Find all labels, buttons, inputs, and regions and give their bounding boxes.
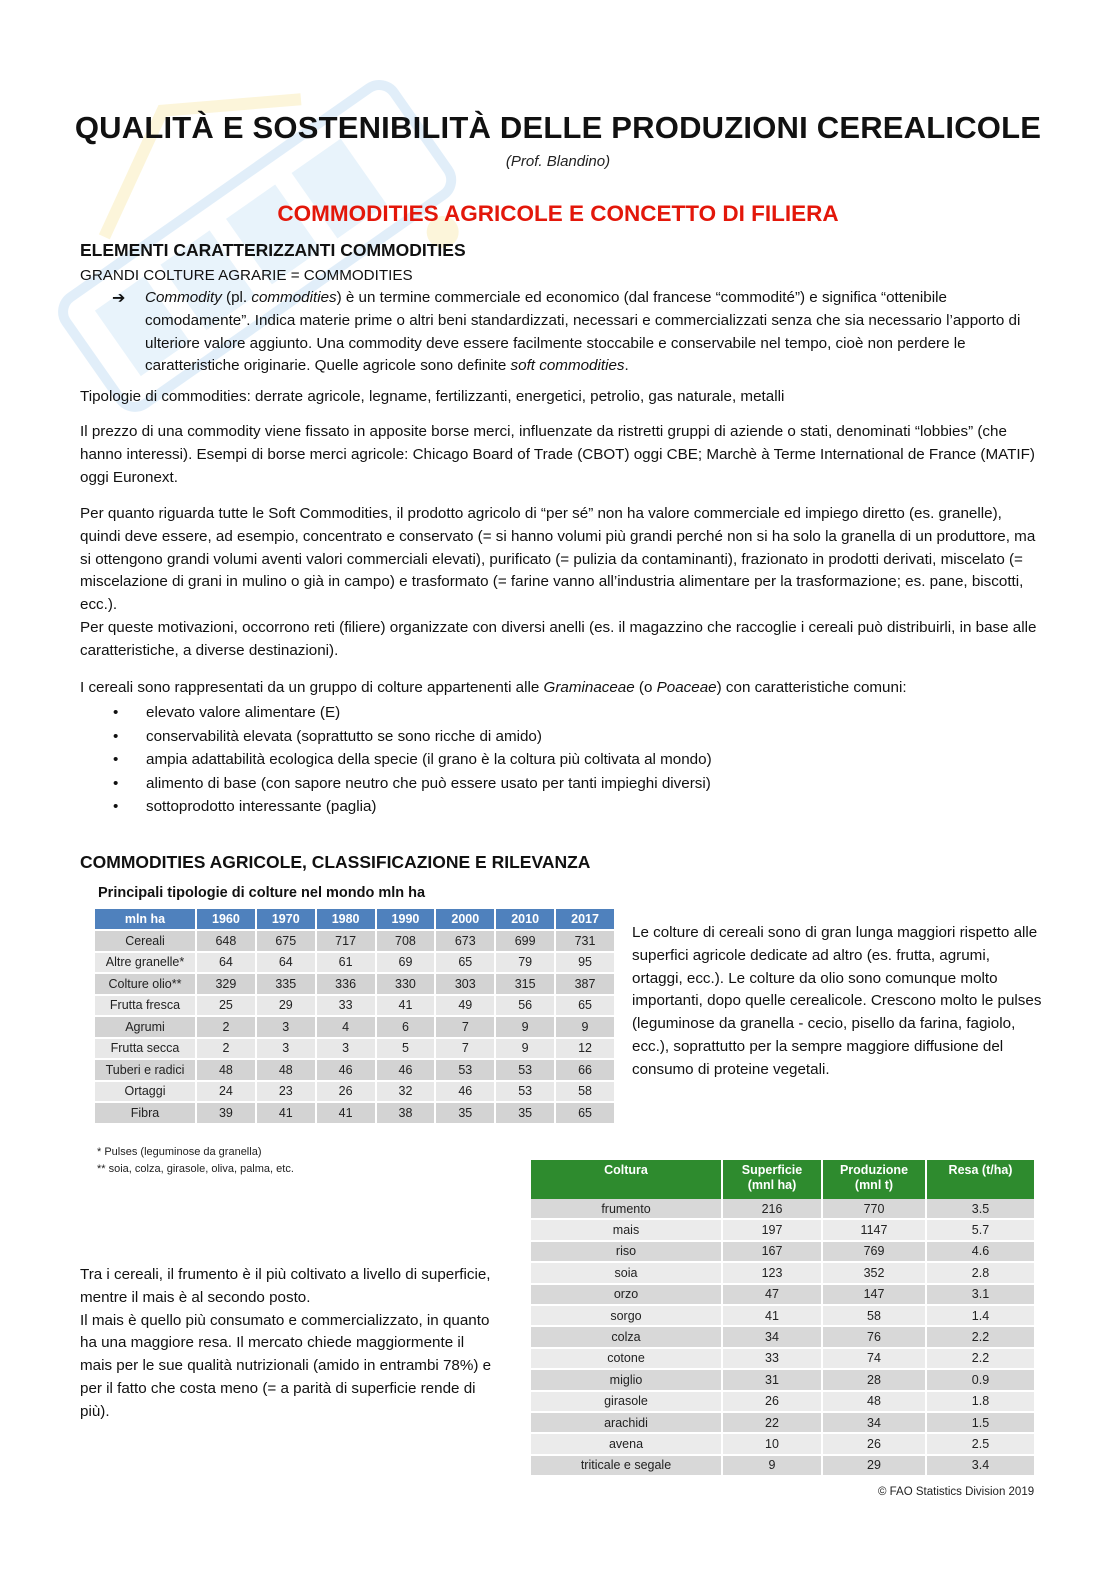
value-cell: 770 xyxy=(822,1199,926,1219)
table-header-cell: 2000 xyxy=(435,909,495,930)
table-header-cell: 1980 xyxy=(316,909,376,930)
value-cell: 147 xyxy=(822,1284,926,1305)
value-cell: 25 xyxy=(196,995,256,1017)
bullet-text: ampia adattabilità ecologica della specie (il grano è la coltura più coltivata al mondo) xyxy=(146,751,712,768)
header-line: (mnl t) xyxy=(854,1178,894,1192)
value-cell: 4.6 xyxy=(926,1241,1035,1262)
cereals-bullet-list xyxy=(112,701,1012,819)
value-cell: 35 xyxy=(495,1102,555,1124)
price-paragraph: Il prezzo di una commodity viene fissato in apposite borse merci, influenzate da ristretti gruppi di aziende o stati, denominati “lobbies” (che hanno interessi). Esempi di borse merci agricole: Chicago Board of Trade (CBOT) oggi CBE; Marchè à Terme International de France (MATIF) oggi Euronext. xyxy=(80,423,1035,486)
value-cell: 1.4 xyxy=(926,1305,1035,1326)
value-cell: 352 xyxy=(822,1262,926,1283)
value-cell: 26 xyxy=(822,1433,926,1454)
table-row xyxy=(531,1455,1035,1476)
value-cell: 3 xyxy=(316,1038,376,1060)
bullet-text: elevato valore alimentare (E) xyxy=(146,704,341,721)
value-cell: 330 xyxy=(376,973,436,995)
value-cell: 5.7 xyxy=(926,1219,1035,1240)
ranking-paragraph-1: Tra i cereali, il frumento è il più coltivato a livello di superficie, mentre il mais è al secondo posto. xyxy=(80,1266,491,1306)
value-cell: 10 xyxy=(722,1433,822,1454)
def-term: Commodity xyxy=(145,289,222,306)
value-cell: 29 xyxy=(256,995,316,1017)
commodity-definition xyxy=(145,287,1045,378)
row-label-cell: arachidi xyxy=(531,1412,722,1433)
value-cell: 66 xyxy=(555,1059,615,1081)
bullet-text: conservabilità elevata (soprattutto se sono ricche di amido) xyxy=(146,727,542,745)
value-cell: 41 xyxy=(316,1102,376,1124)
section1-subheading: GRANDI COLTURE AGRARIE = COMMODITIES xyxy=(80,267,413,284)
value-cell: 46 xyxy=(435,1081,495,1103)
value-cell: 699 xyxy=(495,930,555,952)
table-row xyxy=(95,1016,615,1038)
value-cell: 65 xyxy=(555,1102,615,1124)
table-row xyxy=(531,1391,1035,1412)
value-cell: 3.5 xyxy=(926,1199,1035,1219)
table-header-cell xyxy=(531,1160,722,1199)
value-cell: 48 xyxy=(822,1391,926,1412)
table-row xyxy=(95,952,615,974)
value-cell: 4 xyxy=(316,1016,376,1038)
table1-title: Principali tipologie di colture nel mondo mln ha xyxy=(98,885,426,901)
table-row xyxy=(95,973,615,995)
value-cell: 74 xyxy=(822,1348,926,1369)
value-cell: 2.2 xyxy=(926,1326,1035,1347)
value-cell: 46 xyxy=(376,1059,436,1081)
document-subtitle: (Prof. Blandino) xyxy=(505,153,611,170)
table-row xyxy=(95,1059,615,1081)
value-cell: 34 xyxy=(822,1412,926,1433)
bullet-icon: • xyxy=(113,727,119,745)
value-cell: 58 xyxy=(822,1305,926,1326)
value-cell: 48 xyxy=(196,1059,256,1081)
value-cell: 29 xyxy=(822,1455,926,1476)
value-cell: 197 xyxy=(722,1219,822,1240)
row-label-cell: Altre granelle* xyxy=(95,952,196,974)
row-label-cell: Fibra xyxy=(95,1102,196,1124)
value-cell: 708 xyxy=(376,930,436,952)
table-row xyxy=(95,995,615,1017)
value-cell: 167 xyxy=(722,1241,822,1262)
value-cell: 69 xyxy=(376,952,436,974)
source-credit: © FAO Statistics Division 2019 xyxy=(878,1486,1035,1498)
row-label-cell: cotone xyxy=(531,1348,722,1369)
value-cell: 34 xyxy=(722,1326,822,1347)
value-cell: 47 xyxy=(722,1284,822,1305)
table2-body xyxy=(531,1199,1035,1476)
table-row xyxy=(531,1241,1035,1262)
value-cell: 64 xyxy=(196,952,256,974)
value-cell: 12 xyxy=(555,1038,615,1060)
value-cell: 336 xyxy=(316,973,376,995)
bullet-text: sottoprodotto interessante (paglia) xyxy=(146,798,377,815)
value-cell: 9 xyxy=(555,1016,615,1038)
header-line: Resa (t/ha) xyxy=(948,1163,1013,1177)
table-row xyxy=(531,1305,1035,1326)
bullet-icon: • xyxy=(113,774,119,792)
table-row xyxy=(531,1348,1035,1369)
row-label-cell: triticale e segale xyxy=(531,1455,722,1476)
list-item xyxy=(112,772,1012,796)
value-cell: 26 xyxy=(316,1081,376,1103)
value-cell: 58 xyxy=(555,1081,615,1103)
value-cell: 53 xyxy=(435,1059,495,1081)
table-header-cell xyxy=(926,1160,1035,1199)
row-label-cell: orzo xyxy=(531,1284,722,1305)
table-header-cell: 1960 xyxy=(196,909,256,930)
table-row xyxy=(531,1326,1035,1347)
header-line: Coltura xyxy=(604,1163,648,1177)
table-header-cell: 2017 xyxy=(555,909,615,930)
value-cell: 2.5 xyxy=(926,1433,1035,1454)
def-soft: soft commodities xyxy=(510,357,625,375)
section-title: COMMODITIES AGRICOLE E CONCETTO DI FILIERA xyxy=(277,201,839,226)
row-label-cell: Cereali xyxy=(95,930,196,952)
value-cell: 76 xyxy=(822,1326,926,1347)
value-cell: 315 xyxy=(495,973,555,995)
crop-production-table xyxy=(531,1160,1036,1477)
section2-heading: COMMODITIES AGRICOLE, CLASSIFICAZIONE E RILEVANZA xyxy=(80,852,591,872)
row-label-cell: mais xyxy=(531,1219,722,1240)
value-cell: 123 xyxy=(722,1262,822,1283)
arrow-bullet-icon: ➔ xyxy=(112,290,126,307)
crop-types-table xyxy=(95,909,616,1125)
row-label-cell: soia xyxy=(531,1262,722,1283)
value-cell: 769 xyxy=(822,1241,926,1262)
value-cell: 53 xyxy=(495,1059,555,1081)
value-cell: 35 xyxy=(435,1102,495,1124)
table-row xyxy=(95,1102,615,1124)
row-label-cell: Frutta secca xyxy=(95,1038,196,1060)
value-cell: 41 xyxy=(722,1305,822,1326)
value-cell: 79 xyxy=(495,952,555,974)
value-cell: 33 xyxy=(722,1348,822,1369)
value-cell: 41 xyxy=(376,995,436,1017)
value-cell: 216 xyxy=(722,1199,822,1219)
value-cell: 31 xyxy=(722,1369,822,1390)
header-line: Produzione xyxy=(839,1163,909,1177)
row-label-cell: girasole xyxy=(531,1391,722,1412)
value-cell: 7 xyxy=(435,1038,495,1060)
row-label-cell: Tuberi e radici xyxy=(95,1059,196,1081)
value-cell: 24 xyxy=(196,1081,256,1103)
value-cell: 2 xyxy=(196,1016,256,1038)
table-row xyxy=(531,1369,1035,1390)
value-cell: 64 xyxy=(256,952,316,974)
value-cell: 41 xyxy=(256,1102,316,1124)
value-cell: 335 xyxy=(256,973,316,995)
value-cell: 648 xyxy=(196,930,256,952)
table-row xyxy=(95,930,615,952)
value-cell: 675 xyxy=(256,930,316,952)
value-cell: 329 xyxy=(196,973,256,995)
value-cell: 32 xyxy=(376,1081,436,1103)
cereals-graminaceae: Graminaceae xyxy=(543,679,635,696)
value-cell: 48 xyxy=(256,1059,316,1081)
value-cell: 717 xyxy=(316,930,376,952)
section1-heading: ELEMENTI CARATTERIZZANTI COMMODITIES xyxy=(80,240,466,260)
commodity-types: Tipologie di commodities: derrate agricole, legname, fertilizzanti, energetici, petrolio, gas naturale, metalli xyxy=(80,388,785,405)
cereals-intro xyxy=(80,677,1040,700)
value-cell: 26 xyxy=(722,1391,822,1412)
cereals-poaceae: Poaceae xyxy=(656,679,717,696)
value-cell: 7 xyxy=(435,1016,495,1038)
value-cell: 1147 xyxy=(822,1219,926,1240)
value-cell: 46 xyxy=(316,1059,376,1081)
table-header-row xyxy=(95,909,615,930)
value-cell: 2.8 xyxy=(926,1262,1035,1283)
value-cell: 731 xyxy=(555,930,615,952)
cereals-text-3: ) con caratteristiche comuni: xyxy=(716,679,907,696)
row-label-cell: miglio xyxy=(531,1369,722,1390)
table-row xyxy=(531,1262,1035,1283)
table-row xyxy=(531,1284,1035,1305)
row-label-cell: Agrumi xyxy=(95,1016,196,1038)
document-title: QUALITÀ E SOSTENIBILITÀ DELLE PRODUZIONI CEREALICOLE xyxy=(74,110,1042,145)
value-cell: 28 xyxy=(822,1369,926,1390)
list-item xyxy=(112,725,1012,749)
soft-commodities-paragraph: Per quanto riguarda tutte le Soft Commodities, il prodotto agricolo di “per sé” non ha valore commerciale ed impiego diretto (es. granelle), quindi deve essere, ad esempio, concentrato e conservato (= si hanno volumi più grandi perché non si ha solo la granella di un produttore, ma si ottengono grandi volumi aventi valori commerciali elevati), purificato (= pulizia da contaminanti), frazionato in prodotti derivati, miscelato (= miscelazione di grani in mulino o già in campo) e trasformato (= farine vanno all’industria alimentare per la trasformazione; es. pane, biscotti, ecc.). xyxy=(80,505,1036,614)
value-cell: 3 xyxy=(256,1038,316,1060)
value-cell: 5 xyxy=(376,1038,436,1060)
table-header-cell xyxy=(722,1160,822,1199)
header-line: (mnl ha) xyxy=(747,1178,797,1192)
table-row xyxy=(531,1433,1035,1454)
table-header-cell: 1990 xyxy=(376,909,436,930)
value-cell: 95 xyxy=(555,952,615,974)
value-cell: 61 xyxy=(316,952,376,974)
row-label-cell: Frutta fresca xyxy=(95,995,196,1017)
row-label-cell: avena xyxy=(531,1433,722,1454)
value-cell: 23 xyxy=(256,1081,316,1103)
table-header-row xyxy=(531,1160,1035,1199)
table-header-cell: mln ha xyxy=(95,909,196,930)
footnote-oil-crops: ** soia, colza, girasole, oliva, palma, etc. xyxy=(97,1163,294,1175)
cereals-text-1: I cereali sono rappresentati da un gruppo di colture appartenenti alle xyxy=(80,679,544,696)
table1-body xyxy=(95,930,615,1124)
value-cell: 673 xyxy=(435,930,495,952)
table-row xyxy=(531,1412,1035,1433)
value-cell: 65 xyxy=(435,952,495,974)
table-row xyxy=(95,1081,615,1103)
row-label-cell: Colture olio** xyxy=(95,973,196,995)
cereals-text-2: (o xyxy=(634,679,657,696)
cereals-ranking-text xyxy=(80,1264,500,1424)
value-cell: 2 xyxy=(196,1038,256,1060)
list-item xyxy=(112,748,1012,772)
footnote-pulses: * Pulses (leguminose da granella) xyxy=(97,1146,262,1158)
bullet-icon: • xyxy=(113,751,119,768)
value-cell: 3.4 xyxy=(926,1455,1035,1476)
value-cell: 53 xyxy=(495,1081,555,1103)
def-end: . xyxy=(624,357,629,375)
value-cell: 3.1 xyxy=(926,1284,1035,1305)
value-cell: 1.8 xyxy=(926,1391,1035,1412)
value-cell: 3 xyxy=(256,1016,316,1038)
filiere-paragraph: Per queste motivazioni, occorrono reti (filiere) organizzate con diversi anelli (es. il magazzino che raccoglie i cereali può distribuirli, in base alle caratteristiche, a diverse destinazioni). xyxy=(80,619,1037,659)
header-line: Superficie xyxy=(741,1163,803,1177)
value-cell: 9 xyxy=(722,1455,822,1476)
row-label-cell: Ortaggi xyxy=(95,1081,196,1103)
value-cell: 38 xyxy=(376,1102,436,1124)
row-label-cell: sorgo xyxy=(531,1305,722,1326)
list-item xyxy=(112,795,1012,819)
table-header-cell: 1970 xyxy=(256,909,316,930)
value-cell: 6 xyxy=(376,1016,436,1038)
crops-commentary: Le colture di cereali sono di gran lunga maggiori rispetto alle superfici agricole dedicate ad altro (es. frutta, agrumi, ortaggi, ecc.). Le colture da olio sono comunque molto importanti, dopo quelle cerealicole. Crescono molto le pulses (leguminose da granella - cecio, pisello da farina, fagiolo, ecc.), soprattutto per la sempre maggiore diffusione del consumo di proteine vegetali. xyxy=(632,924,1042,1078)
value-cell: 387 xyxy=(555,973,615,995)
table-row xyxy=(531,1219,1035,1240)
def-plural: commodities xyxy=(251,289,337,306)
value-cell: 22 xyxy=(722,1412,822,1433)
row-label-cell: frumento xyxy=(531,1199,722,1219)
table-header-cell: 2010 xyxy=(495,909,555,930)
bullet-text: alimento di base (con sapore neutro che può essere usato per tanti impieghi diversi) xyxy=(146,774,711,792)
def-text-2: ) è un termine commerciale ed economico (dal francese “commodité”) e significa “ottenibile comodamente”. Indica materie prime o altri beni standardizzati, necessari e commercializzati senza che sia necessario l’apporto di ulteriore valore aggiunto. Una commodity deve essere facilmente stoccabile e conservabile nel tempo, cioè non perdere le caratteristiche originarie. Quelle agricole sono definite xyxy=(145,289,1021,375)
bullet-icon: • xyxy=(113,704,119,721)
value-cell: 9 xyxy=(495,1038,555,1060)
value-cell: 9 xyxy=(495,1016,555,1038)
row-label-cell: riso xyxy=(531,1241,722,1262)
row-label-cell: colza xyxy=(531,1326,722,1347)
value-cell: 2.2 xyxy=(926,1348,1035,1369)
value-cell: 65 xyxy=(555,995,615,1017)
bullet-icon: • xyxy=(113,798,119,815)
value-cell: 33 xyxy=(316,995,376,1017)
value-cell: 1.5 xyxy=(926,1412,1035,1433)
value-cell: 303 xyxy=(435,973,495,995)
list-item xyxy=(112,701,1012,725)
def-text-1: (pl. xyxy=(221,289,252,306)
table-header-cell xyxy=(822,1160,926,1199)
value-cell: 56 xyxy=(495,995,555,1017)
table-row xyxy=(531,1199,1035,1219)
value-cell: 49 xyxy=(435,995,495,1017)
value-cell: 0.9 xyxy=(926,1369,1035,1390)
table-row xyxy=(95,1038,615,1060)
ranking-paragraph-2: Il mais è quello più consumato e commercializzato, in quanto ha una maggiore resa. Il mercato chiede maggiormente il mais per le sue qualità nutrizionali (amido in entrambi 78%) e per il fatto che costa meno (= a parità di superficie rende di più). xyxy=(80,1311,492,1420)
value-cell: 39 xyxy=(196,1102,256,1124)
